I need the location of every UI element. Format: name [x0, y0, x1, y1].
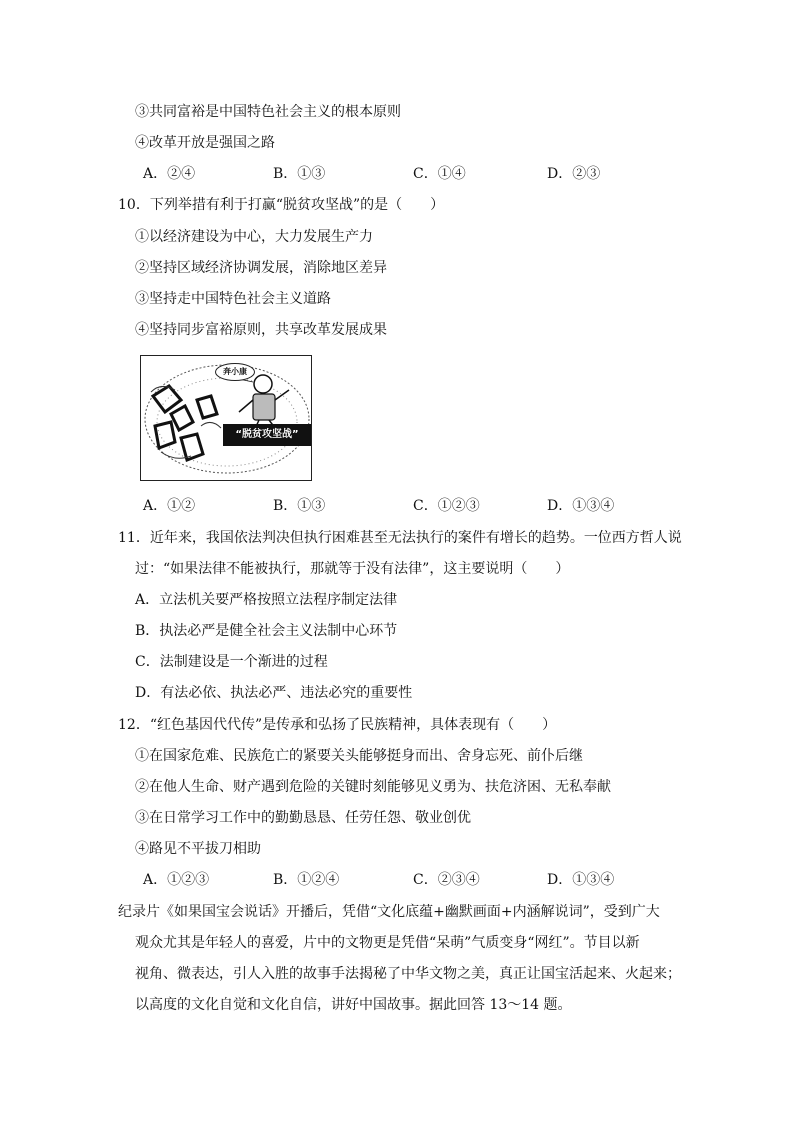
q12-item-3: ③在日常学习工作中的勤勤恳恳、任劳任怨、敬业创优 [135, 810, 471, 826]
q12-stem: 12．“红色基因代代传”是传承和弘扬了民族精神，具体表现有（ ） [118, 717, 557, 733]
q12-option-c: C．②③④ [413, 872, 480, 888]
q11-option-b: B．执法必严是健全社会主义法制中心环节 [135, 623, 398, 639]
q10-option-b: B．①③ [273, 498, 326, 514]
q9-option-a: A．②④ [143, 166, 196, 182]
q11-option-c: C．法制建设是一个渐进的过程 [135, 654, 328, 670]
q12-option-d: D．①③④ [547, 872, 615, 888]
passage-line-2: 观众尤其是年轻人的喜爱，片中的文物更是凭借“呆萌”气质变身“网红”。节目以新 [135, 935, 640, 951]
q10-item-4: ④坚持同步富裕原则，共享改革发展成果 [135, 322, 387, 338]
cartoon-banner: “脱贫攻坚战” [223, 424, 311, 446]
cartoon-speech-bubble: 奔小康 [215, 363, 255, 381]
q10-item-3: ③坚持走中国特色社会主义道路 [135, 291, 331, 307]
q9-item-3: ③共同富裕是中国特色社会主义的根本原则 [135, 104, 401, 120]
q12-item-2: ②在他人生命、财产遇到危险的关键时刻能够见义勇为、扶危济困、无私奉献 [135, 779, 611, 795]
q12-option-a: A．①②③ [143, 872, 210, 888]
q9-option-c: C．①④ [413, 166, 466, 182]
q10-item-2: ②坚持区域经济协调发展，消除地区差异 [135, 260, 387, 276]
q10-stem: 10．下列举措有利于打赢“脱贫攻坚战”的是（ ） [118, 197, 445, 213]
q12-option-b: B．①②④ [273, 872, 340, 888]
q9-item-4: ④改革开放是强国之路 [135, 135, 275, 151]
passage-line-3: 视角、微表达，引人入胜的故事手法揭秘了中华文物之美，真正让国宝活起来、火起来； [135, 966, 681, 982]
q10-option-c: C．①②③ [413, 498, 480, 514]
q11-option-a: A．立法机关要严格按照立法程序制定法律 [135, 592, 398, 608]
q11-stem-line-2: 过：“如果法律不能被执行，那就等于没有法律”，这主要说明（ ） [135, 561, 570, 577]
q11-option-d: D．有法必依、执法必严、违法必究的重要性 [135, 685, 413, 701]
q9-option-d: D．②③ [547, 166, 601, 182]
q10-option-a: A．①② [143, 498, 196, 514]
q11-stem-line-1: 11．近年来，我国依法判决但执行困难甚至无法执行的案件有增长的趋势。一位西方哲人说 [118, 530, 682, 546]
q10-option-d: D．①③④ [547, 498, 615, 514]
q12-item-4: ④路见不平拔刀相助 [135, 841, 261, 857]
passage-line-1: 纪录片《如果国宝会说话》开播后，凭借“文化底蕴+幽默画面+内涵解说词”，受到广大 [118, 904, 660, 920]
q9-option-b: B．①③ [273, 166, 326, 182]
poverty-cartoon [140, 355, 312, 481]
q12-item-1: ①在国家危难、民族危亡的紧要关头能够挺身而出、舍身忘死、前仆后继 [135, 748, 583, 764]
passage-line-4: 以高度的文化自觉和文化自信，讲好中国故事。据此回答 13～14 题。 [135, 997, 572, 1013]
q10-item-1: ①以经济建设为中心，大力发展生产力 [135, 229, 373, 245]
